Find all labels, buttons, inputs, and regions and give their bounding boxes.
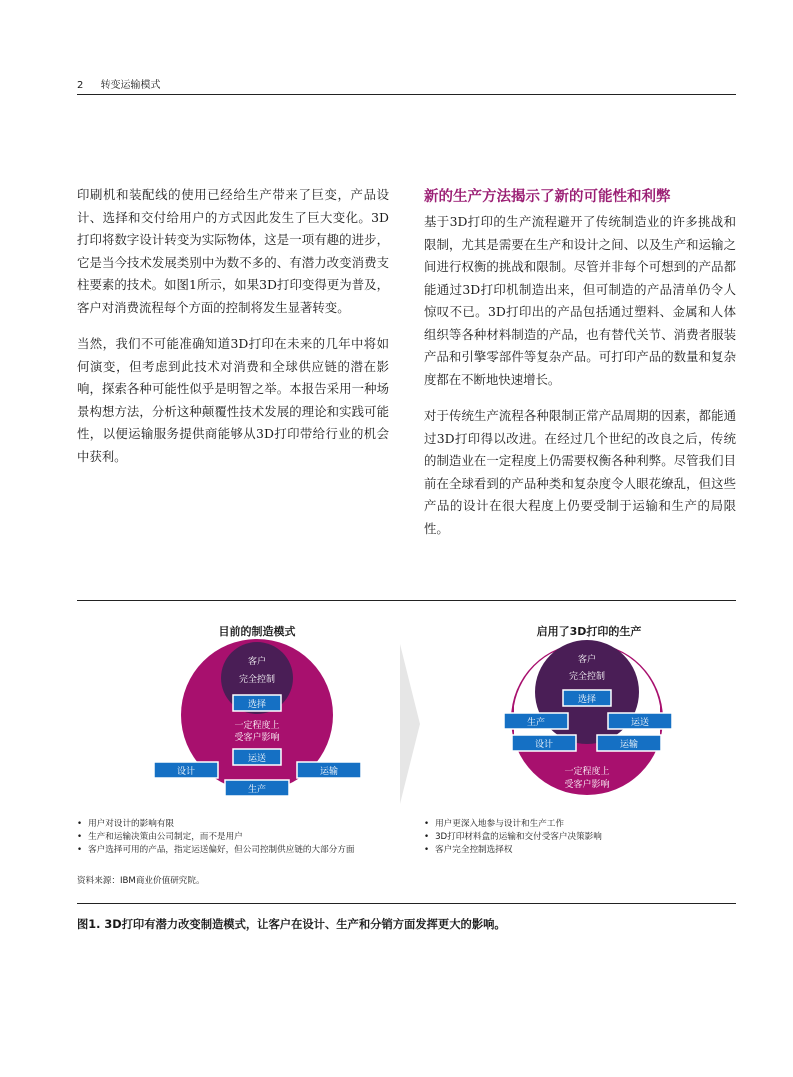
- right-paragraph-1: 基于3D打印的生产流程避开了传统制造业的许多挑战和限制，尤其是需要在生产和设计之间、以及生产和运输之间进行权衡的挑战和限制。尽管并非每个可想到的产品都能通过3D打印机制造出来，但可制造的产品清单仍令人惊叹不已。3D打印出的产品包括通过塑料、金属和人体组织等各种材料制造的产品，也有替代关节、消费者服装产品和引擎零部件等复杂产品。可打印产品的数量和复杂度都在不断地快速增长。: [424, 214, 736, 387]
- running-title: 转变运输模式: [100, 80, 161, 91]
- right-bullet-2: • 3D打印材料盒的运输和交付受客户决策影响: [424, 831, 602, 844]
- right-box-transport-label: 运送: [630, 718, 650, 728]
- right-label-influenced: 受客户影响: [564, 780, 610, 790]
- right-bullet-list: [424, 818, 602, 857]
- left-paragraph-1: 印刷机和装配线的使用已经给生产带来了巨变，产品设计、选择和交付给用户的方式因此发生了巨大变化。3D打印将数字设计转变为实际物体，这是一项有趣的进步，它是当今技术发展类别中为数不多的、有潜力改变消费支柱要素的技术。如图1所示，如果3D打印变得更为普及，客户对消费流程每个方面的控制将发生显著转变。: [77, 187, 389, 315]
- left-label-some-extent: 一定程度上: [234, 721, 280, 731]
- left-box-shipping-label: 运输: [319, 767, 339, 777]
- right-box-shipping-label: 运输: [619, 740, 639, 750]
- page-header: [77, 76, 161, 91]
- left-bullet-3: • 客户选择可用的产品，指定运送偏好，但公司控制供应链的大部分方面: [77, 844, 355, 857]
- right-label-customer: 客户: [577, 655, 597, 665]
- right-label-full-control: 完全控制: [568, 672, 606, 682]
- left-paragraph-2: 当然，我们不可能准确知道3D打印在未来的几年中将如何演变，但考虑到此技术对消费和全球供应链的潜在影响，探索各种可能性似乎是明智之举。本报告采用一种场景构想方法，分析这种颠覆性技术发展的理论和实践可能性，以便运输服务提供商能够从3D打印带给行业的机会中获利。: [77, 336, 389, 464]
- right-column: [424, 186, 736, 554]
- figure-top-rule: [77, 600, 736, 601]
- right-box-produce-label: 生产: [526, 718, 546, 728]
- right-label-some-extent: 一定程度上: [564, 767, 610, 777]
- figure-caption: 图1. 3D打印有潜力改变制造模式，让客户在设计、生产和分销方面发挥更大的影响。: [77, 918, 506, 931]
- page-number: 2: [77, 80, 84, 91]
- figure-bottom-rule: [77, 903, 736, 904]
- left-bullet-2: • 生产和运输决策由公司制定，而不是用户: [77, 831, 355, 844]
- right-box-select-label: 选择: [577, 695, 597, 705]
- section-heading: 新的生产方法揭示了新的可能性和利弊: [424, 189, 671, 205]
- right-box-design-label: 设计: [534, 740, 554, 750]
- figure-source: 资料来源：IBM商业价值研究院。: [77, 876, 205, 886]
- right-bullet-1: • 用户更深入地参与设计和生产工作: [424, 818, 602, 831]
- left-box-design-label: 设计: [176, 767, 196, 777]
- left-bullet-list: [77, 818, 355, 857]
- left-label-full-control: 完全控制: [238, 675, 276, 685]
- header-rule: [77, 94, 736, 95]
- right-bullet-3: • 客户完全控制选择权: [424, 844, 602, 857]
- right-panel-title: 启用了3D打印的生产: [536, 625, 642, 638]
- left-bullet-1: • 用户对设计的影响有限: [77, 818, 355, 831]
- left-box-produce-label: 生产: [247, 785, 267, 795]
- right-paragraph-2: 对于传统生产流程各种限制正常产品周期的因素，都能通过3D打印得以改进。在经过几个世纪的改良之后，传统的制造业在一定程度上仍需要权衡各种利弊。尽管我们目前在全球看到的产品种类和复杂度令人眼花缭乱，但这些产品的设计在很大程度上仍要受制于运输和生产的局限性。: [424, 408, 736, 536]
- left-box-transport-label: 运送: [247, 754, 267, 764]
- left-label-influenced: 受客户影响: [234, 733, 280, 743]
- left-column: [77, 184, 389, 482]
- transition-arrow: [400, 644, 420, 804]
- left-label-customer: 客户: [247, 657, 267, 667]
- left-box-select-label: 选择: [247, 700, 267, 710]
- left-panel-title: 目前的制造模式: [218, 625, 296, 638]
